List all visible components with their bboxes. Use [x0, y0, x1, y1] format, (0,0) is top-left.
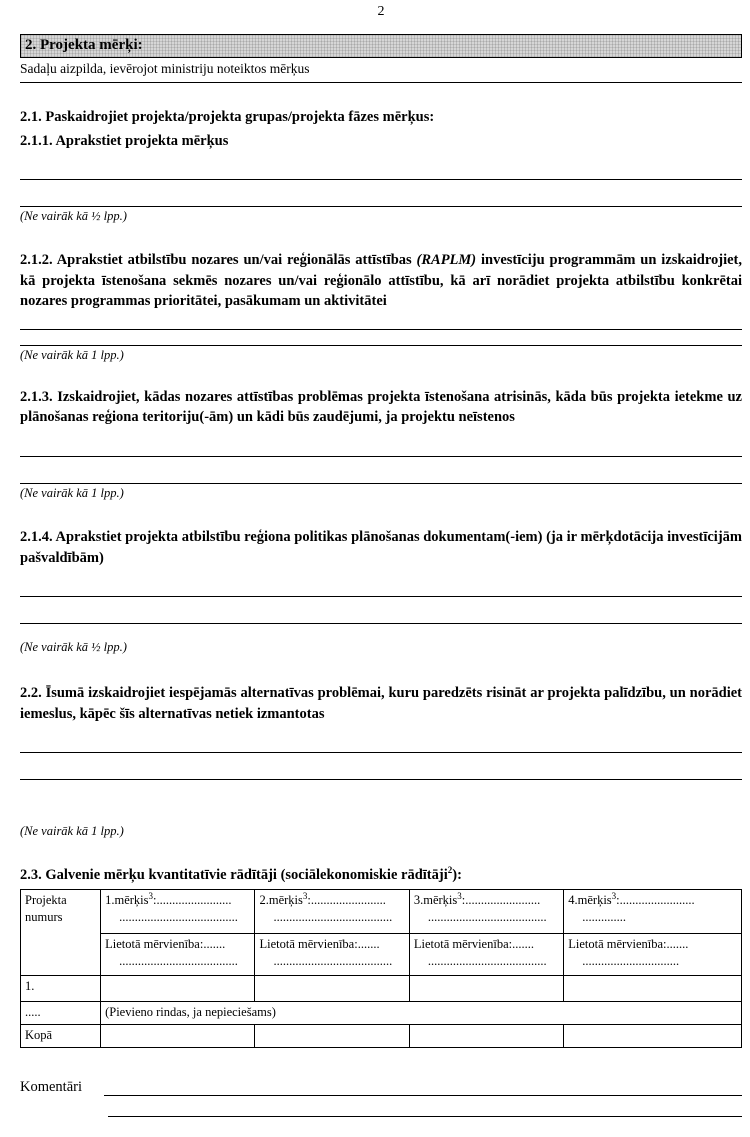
goal-3-label: 3.mērķis	[413, 892, 458, 907]
comments-section	[20, 1078, 742, 1117]
intro-text: Sadaļu aizpilda, ievērojot ministriju noteiktos mērķus	[20, 61, 742, 83]
empty-cell	[101, 975, 255, 1001]
col-header-project-number: Projekta numurs	[21, 889, 101, 975]
table-row-1	[21, 975, 742, 1001]
goal-4-label: 4.mērķis	[568, 892, 612, 907]
footnote-ref-3: 3	[148, 890, 153, 901]
length-note-2-1-4: (Ne vairāk kā ½ lpp.)	[20, 640, 127, 655]
writing-line	[20, 726, 742, 753]
footnote-ref-3: 3	[302, 890, 308, 901]
row-1-number: 1.	[21, 975, 101, 1001]
heading-2-2: 2.2. Īsumā izskaidrojiet iespējamās alternatīvas problēmai, kuru paredzēts risināt ar projekta palīdzību, un norādiet iemeslus, kāpēc šīs alternatīvas netiek izmantotas	[20, 685, 742, 722]
unit-dots-line: ......................................	[119, 953, 238, 968]
col-header-goal-4	[564, 889, 742, 933]
goal-3-dots: :........................	[461, 892, 541, 907]
heading-2-1-2-post: investīciju programmām un izskaidrojiet, kā projekta īstenošana sekmēs nozares un/vai reģionālo attīstību, kā arī norādiet projekta atbilstību konkrētai nozares programmas prioritātei, pasākumam un aktivitātei	[20, 252, 742, 310]
goals-indicator-table	[20, 889, 742, 1048]
table-header-row-goals	[21, 889, 742, 933]
footnote-ref-2: 2	[447, 865, 453, 876]
heading-2-1-3: 2.1.3. Izskaidrojiet, kādas nozares attīstības problēmas projekta īstenošana atrisinās, kāda būs projekta ietekme uz plānošanas reģiona teritoriju(-ām) un kādi būs zaudējumi, ja projektu neīstenos	[20, 388, 742, 426]
unit-label: Lietotā mērvienība:.......	[568, 936, 689, 951]
unit-dots-line: ......................................	[273, 953, 393, 968]
table-row-add	[21, 1001, 742, 1024]
goal-4-dots-line2: ..............	[582, 909, 627, 924]
answer-area-2-1-4	[20, 570, 742, 655]
empty-cell	[409, 975, 563, 1001]
unit-label: Lietotā mērvienība:.......	[413, 936, 534, 951]
col-header-goal-2	[255, 889, 409, 933]
writing-line	[20, 597, 742, 624]
unit-dots-line: ...............................	[582, 953, 680, 968]
empty-cell	[255, 975, 409, 1001]
answer-area-2-1-1	[20, 153, 742, 224]
goal-1-label: 1.mērķis	[105, 892, 149, 907]
heading-2-3	[20, 865, 742, 886]
writing-line	[20, 753, 742, 780]
comments-writing-line	[108, 1096, 742, 1117]
table-row-total	[21, 1024, 742, 1047]
unit-dots-line: ......................................	[427, 953, 547, 968]
empty-cell	[564, 1024, 742, 1047]
goal-2-dots: :........................	[307, 892, 386, 907]
heading-2-1-2	[20, 250, 742, 312]
empty-cell	[564, 975, 742, 1001]
comments-label: Komentāri	[20, 1078, 83, 1095]
heading-2-1: 2.1. Paskaidrojiet projekta/projekta grupas/projekta fāzes mērķus:	[20, 109, 435, 125]
writing-line	[20, 330, 742, 346]
heading-2-1-2-pre: 2.1.2. Aprakstiet atbilstību nozares un/vai reģionālās attīstības	[20, 252, 417, 269]
footnote-ref-3: 3	[611, 890, 617, 901]
goal-2-label: 2.mērķis	[259, 892, 303, 907]
col-header-goal-1	[101, 889, 255, 933]
goal-1-dots: :........................	[153, 892, 232, 907]
writing-line	[20, 457, 742, 484]
heading-2-1-1: 2.1.1. Aprakstiet projekta mērķus	[20, 132, 229, 149]
section-header-bar	[20, 34, 742, 58]
empty-cell	[101, 1024, 255, 1047]
unit-cell-goal-4	[564, 933, 742, 975]
length-note-2-1-3: (Ne vairāk kā 1 lpp.)	[20, 486, 124, 501]
writing-line	[20, 570, 742, 597]
heading-2-3-post: ):	[452, 867, 462, 884]
page-number: 2	[377, 4, 385, 19]
writing-line	[20, 153, 742, 180]
footnote-ref-3: 3	[457, 890, 462, 901]
writing-line	[20, 430, 742, 457]
heading-2-3-pre: 2.3. Galvenie mērķu kvantitatīvie rādītāji (sociālekonomiskie rādītāji	[20, 867, 448, 884]
heading-2-1-2-raplm: (RAPLM)	[416, 252, 477, 269]
comments-writing-line	[104, 1078, 742, 1096]
heading-2-1-4: 2.1.4. Aprakstiet projekta atbilstību reģiona politikas plānošanas dokumentam(-iem) (ja ir mērķdotācija investīcijām pašvaldībām)	[20, 529, 742, 566]
goal-4-dots: :........................	[616, 892, 695, 907]
length-note-2-1-1: (Ne vairāk kā ½ lpp.)	[20, 209, 127, 224]
goal-3-dots-line2: ......................................	[427, 909, 547, 924]
empty-cell	[255, 1024, 409, 1047]
unit-label: Lietotā mērvienība:.......	[105, 936, 226, 951]
unit-label: Lietotā mērvienība:.......	[259, 936, 380, 951]
writing-line	[20, 314, 742, 330]
empty-cell	[409, 1024, 563, 1047]
unit-cell-goal-2	[255, 933, 409, 975]
col-header-goal-3	[409, 889, 563, 933]
unit-cell-goal-3	[409, 933, 563, 975]
length-note-2-2: (Ne vairāk kā 1 lpp.)	[20, 824, 124, 839]
answer-area-2-1-3	[20, 430, 742, 501]
table-header-row-units	[21, 933, 742, 975]
answer-area-2-2	[20, 726, 742, 839]
section-title: 2. Projekta mērķi:	[25, 37, 143, 53]
goal-1-dots-line2: ......................................	[119, 909, 238, 924]
goal-2-dots-line2: ......................................	[273, 909, 393, 924]
answer-area-2-1-2	[20, 314, 742, 363]
row-add-number: .....	[21, 1001, 101, 1024]
writing-line	[20, 180, 742, 207]
row-total-label: Kopā	[21, 1024, 101, 1047]
length-note-2-1-2: (Ne vairāk kā 1 lpp.)	[20, 347, 124, 362]
unit-cell-goal-1	[101, 933, 255, 975]
add-rows-note: (Pievieno rindas, ja nepieciešams)	[101, 1001, 742, 1024]
